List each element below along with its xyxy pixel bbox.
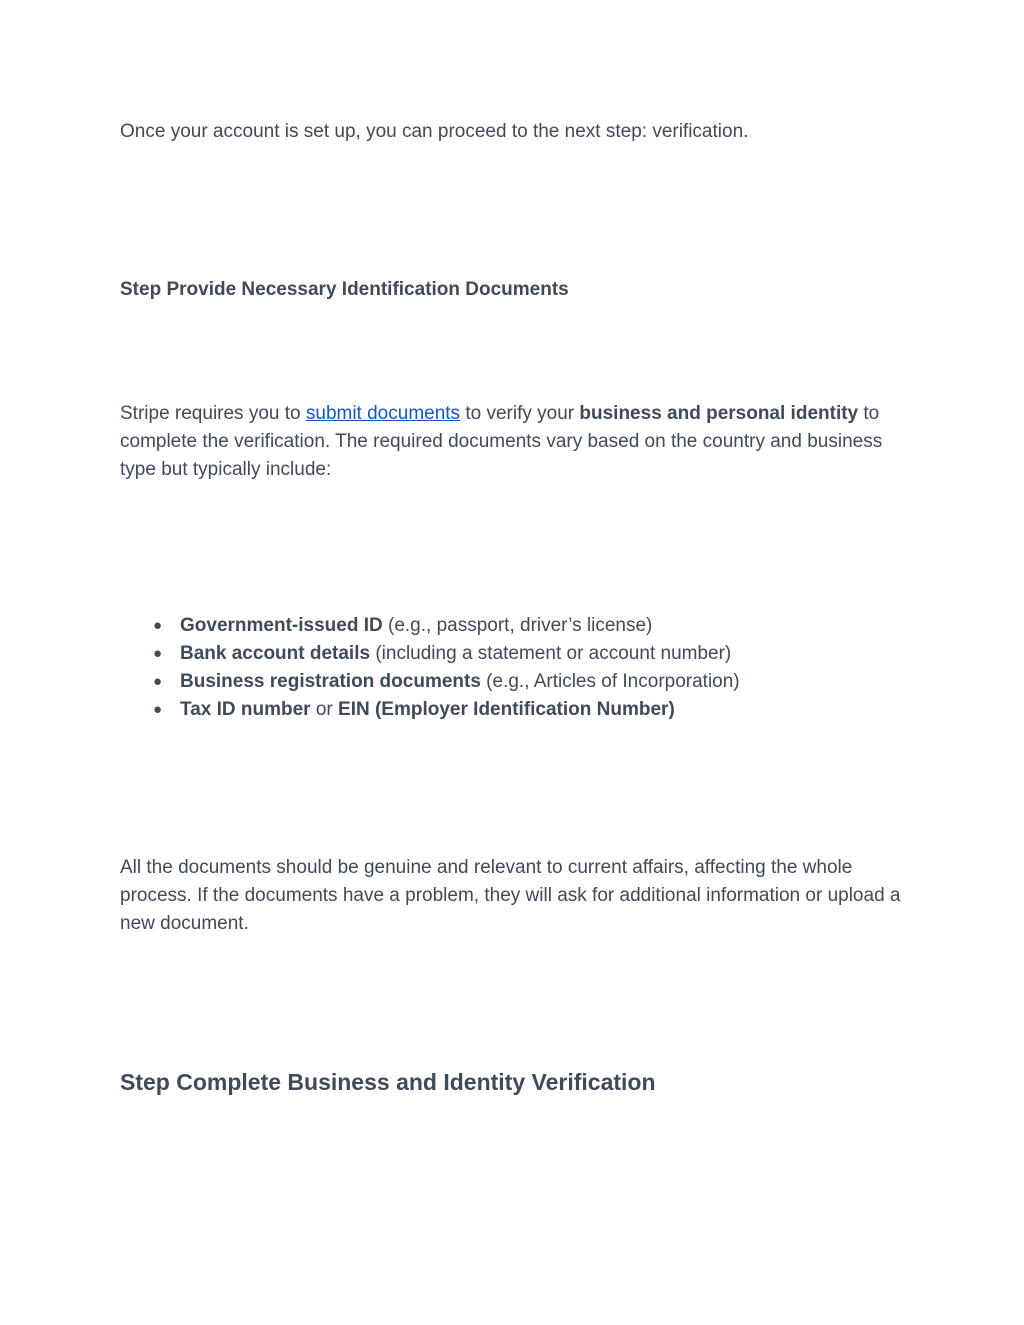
- list-item: [120, 668, 910, 696]
- list-item-connector: or: [310, 699, 339, 720]
- identity-emphasis: business and personal identity: [579, 403, 859, 424]
- list-item-title: Government-issued ID: [180, 615, 383, 636]
- requirements-text-end: to complete the verification. The required documents vary based on the country and business type but typically include:: [120, 403, 883, 480]
- submit-documents-link[interactable]: submit documents: [305, 403, 461, 424]
- list-item-title: Tax ID number: [180, 699, 311, 720]
- bullet-icon: ●: [153, 701, 163, 718]
- section-heading-verification: Step Complete Business and Identity Verification: [120, 1069, 656, 1095]
- requirements-paragraph: [120, 400, 910, 484]
- requirements-text-start: Stripe requires you to: [120, 403, 306, 424]
- list-item: [120, 612, 910, 640]
- list-item-detail: (e.g., Articles of Incorporation): [480, 671, 740, 692]
- bullet-icon: ●: [153, 673, 163, 690]
- list-item-title: Business registration documents: [180, 671, 481, 692]
- list-item-detail: (e.g., passport, driver’s license): [382, 615, 653, 636]
- list-item: [120, 640, 910, 668]
- list-item-detail: (including a statement or account number): [370, 643, 732, 664]
- closing-paragraph: All the documents should be genuine and relevant to current affairs, affecting the whole process. If the documents have a problem, they will ask for additional information or upload a new document.: [120, 857, 901, 934]
- list-item: [120, 696, 910, 724]
- list-item-title-secondary: EIN (Employer Identification Number): [338, 699, 675, 720]
- section-heading-documents: Step Provide Necessary Identification Documents: [120, 279, 569, 300]
- intro-paragraph: Once your account is set up, you can proceed to the next step: verification.: [120, 121, 749, 142]
- requirements-text-middle: to verify your: [460, 403, 580, 424]
- bullet-icon: ●: [153, 645, 163, 662]
- list-item-title: Bank account details: [180, 643, 371, 664]
- bullet-icon: ●: [153, 617, 163, 634]
- required-documents-list: [120, 612, 910, 724]
